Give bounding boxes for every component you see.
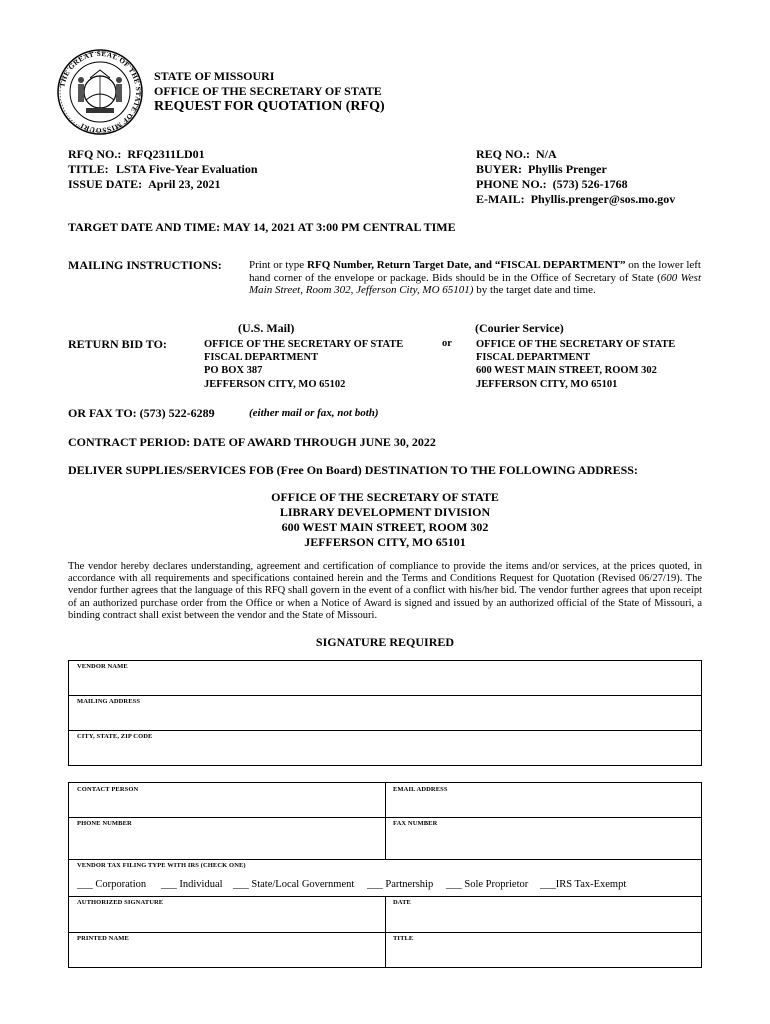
- title-value: LSTA Five-Year Evaluation: [116, 162, 258, 176]
- destination-line: 600 WEST MAIN STREET, ROOM 302: [281, 520, 489, 534]
- contract-period: CONTRACT PERIOD: DATE OF AWARD THROUGH JUNE 30, 2022: [68, 435, 436, 449]
- city-state-zip-field[interactable]: [69, 742, 701, 764]
- destination-line: OFFICE OF THE SECRETARY OF STATE: [271, 490, 499, 504]
- rfq-number-row: [68, 147, 205, 161]
- tax-option-corporation[interactable]: ___ Corporation: [77, 879, 147, 890]
- email-address-label: EMAIL ADDRESS: [393, 786, 448, 793]
- req-number-row: [476, 147, 557, 161]
- us-mail-address: [204, 338, 403, 391]
- destination-line: JEFFERSON CITY, MO 65101: [304, 535, 466, 549]
- mailing-text-1: Print or type: [249, 259, 308, 271]
- title-field[interactable]: [386, 944, 701, 967]
- mailing-text-3: on the lower left hand corner of the envelope or package. Bids should be in the Office of Secretary of State (: [249, 259, 701, 284]
- authorized-signature-field[interactable]: [69, 908, 384, 931]
- fax-note: (either mail or fax, not both): [249, 407, 379, 419]
- vendor-declaration: The vendor hereby declares understanding, agreement and certification of compliance to provide the items and/or services, at the prices quoted, in accordance with all requirements and specifications contained herein and the Terms and Conditions Request for Quotation (Revised 06/27/19). The vendor further agrees that the language of this RFQ shall govern in the event of a conflict with his/her bid. The vendor further agrees that upon receipt of an authorized purchase order from the Office or when a Notice of Award is signed and issued by an authorized official of the State of Missouri, a binding contract shall exist between the vendor and the State of Missouri.: [68, 561, 702, 621]
- courier-line: 600 WEST MAIN STREET, ROOM 302: [476, 365, 657, 377]
- title-field-label: TITLE: [393, 935, 414, 942]
- contact-person-label: CONTACT PERSON: [77, 786, 139, 793]
- courier-heading: (Courier Service): [475, 321, 564, 335]
- printed-name-label: PRINTED NAME: [77, 935, 129, 942]
- issue-date-label: ISSUE DATE:: [68, 177, 143, 191]
- courier-address: [476, 338, 675, 391]
- mailing-text-5: by the target date and time.: [473, 284, 596, 296]
- tax-option-sole-proprietor[interactable]: ___ Sole Proprietor: [446, 879, 529, 890]
- buyer-label: BUYER:: [476, 162, 523, 176]
- date-label: DATE: [393, 899, 411, 906]
- mailing-text-address: 600 West Main Street, Room 302, Jefferson City, MO 65101): [249, 271, 702, 296]
- mailing-address-field[interactable]: [69, 707, 701, 729]
- vendor-name-label: VENDOR NAME: [77, 663, 128, 670]
- date-field[interactable]: [386, 908, 701, 931]
- mailing-instructions-text: [249, 259, 701, 297]
- rfq-number-label: RFQ NO.:: [68, 147, 122, 161]
- header-office: OFFICE OF THE SECRETARY OF STATE: [154, 84, 382, 98]
- us-mail-line: FISCAL DEPARTMENT: [204, 352, 319, 364]
- rfq-number-value: RFQ2311LD01: [127, 147, 205, 161]
- or-text: or: [442, 338, 452, 349]
- printed-name-field[interactable]: [69, 944, 384, 967]
- us-mail-line: JEFFERSON CITY, MO 65102: [204, 378, 346, 390]
- phone-number-label: PHONE NUMBER: [77, 820, 132, 827]
- fax-number-field[interactable]: [386, 829, 701, 858]
- us-mail-heading: (U.S. Mail): [238, 321, 295, 335]
- email-label: E-MAIL:: [476, 192, 525, 206]
- courier-line: FISCAL DEPARTMENT: [476, 352, 591, 364]
- phone-label: PHONE NO.:: [476, 177, 547, 191]
- title-label: TITLE:: [68, 162, 109, 176]
- tax-option-irs-tax-exempt[interactable]: ___IRS Tax-Exempt: [540, 879, 627, 890]
- signature-required-heading: SIGNATURE REQUIRED: [315, 635, 455, 649]
- email-address-field[interactable]: [386, 795, 701, 816]
- mailing-text-bold: RFQ Number, Return Target Date, and “FISCAL DEPARTMENT”: [307, 259, 626, 271]
- req-number-value: N/A: [536, 147, 557, 161]
- buyer-value: Phyllis Prenger: [528, 162, 607, 176]
- page-title: REQUEST FOR QUOTATION (RFQ): [154, 99, 385, 114]
- issue-date-value: April 23, 2021: [148, 177, 221, 191]
- courier-line: JEFFERSON CITY, MO 65101: [476, 378, 618, 390]
- buyer-row: [476, 162, 607, 176]
- target-date-time: TARGET DATE AND TIME: MAY 14, 2021 AT 3:00 PM CENTRAL TIME: [68, 220, 456, 234]
- tax-option-state-local-government[interactable]: ___ State/Local Government: [233, 879, 355, 890]
- return-bid-label: RETURN BID TO:: [68, 337, 167, 351]
- vendor-name-field[interactable]: [69, 672, 701, 694]
- destination-address: [68, 490, 702, 550]
- destination-line: LIBRARY DEVELOPMENT DIVISION: [279, 505, 491, 519]
- tax-option-partnership[interactable]: ___ Partnership: [367, 879, 434, 890]
- email-row: [476, 192, 675, 206]
- mailing-instructions-label: MAILING INSTRUCTIONS:: [68, 258, 222, 272]
- seal-text: THE GREAT SEAL OF THE STATE OF MISSOURI: [58, 49, 143, 135]
- contact-person-field[interactable]: [69, 795, 384, 816]
- phone-number-field[interactable]: [69, 829, 384, 858]
- header-state: STATE OF MISSOURI: [154, 69, 275, 83]
- phone-row: [476, 177, 628, 191]
- tax-filing-type-label: VENDOR TAX FILING TYPE WITH IRS (CHECK ONE): [77, 862, 246, 869]
- mailing-address-label: MAILING ADDRESS: [77, 698, 141, 705]
- title-row: [68, 162, 258, 176]
- us-mail-line: OFFICE OF THE SECRETARY OF STATE: [204, 339, 404, 350]
- authorized-signature-label: AUTHORIZED SIGNATURE: [77, 899, 164, 906]
- email-value[interactable]: Phyllis.prenger@sos.mo.gov: [530, 192, 676, 206]
- deliver-fob: DELIVER SUPPLIES/SERVICES FOB (Free On Board) DESTINATION TO THE FOLLOWING ADDRESS:: [68, 463, 638, 477]
- fax-number-label: FAX NUMBER: [393, 820, 438, 827]
- req-number-label: REQ NO.:: [476, 147, 530, 161]
- tax-option-individual[interactable]: ___ Individual: [161, 879, 223, 890]
- issue-date-row: [68, 177, 220, 191]
- city-state-zip-label: CITY, STATE, ZIP CODE: [77, 733, 153, 740]
- state-seal: [56, 48, 144, 136]
- fax-number: OR FAX TO: (573) 522-6289: [68, 406, 215, 420]
- courier-line: OFFICE OF THE SECRETARY OF STATE: [476, 339, 676, 350]
- phone-value: (573) 526-1768: [552, 177, 628, 191]
- us-mail-line: PO BOX 387: [204, 365, 263, 377]
